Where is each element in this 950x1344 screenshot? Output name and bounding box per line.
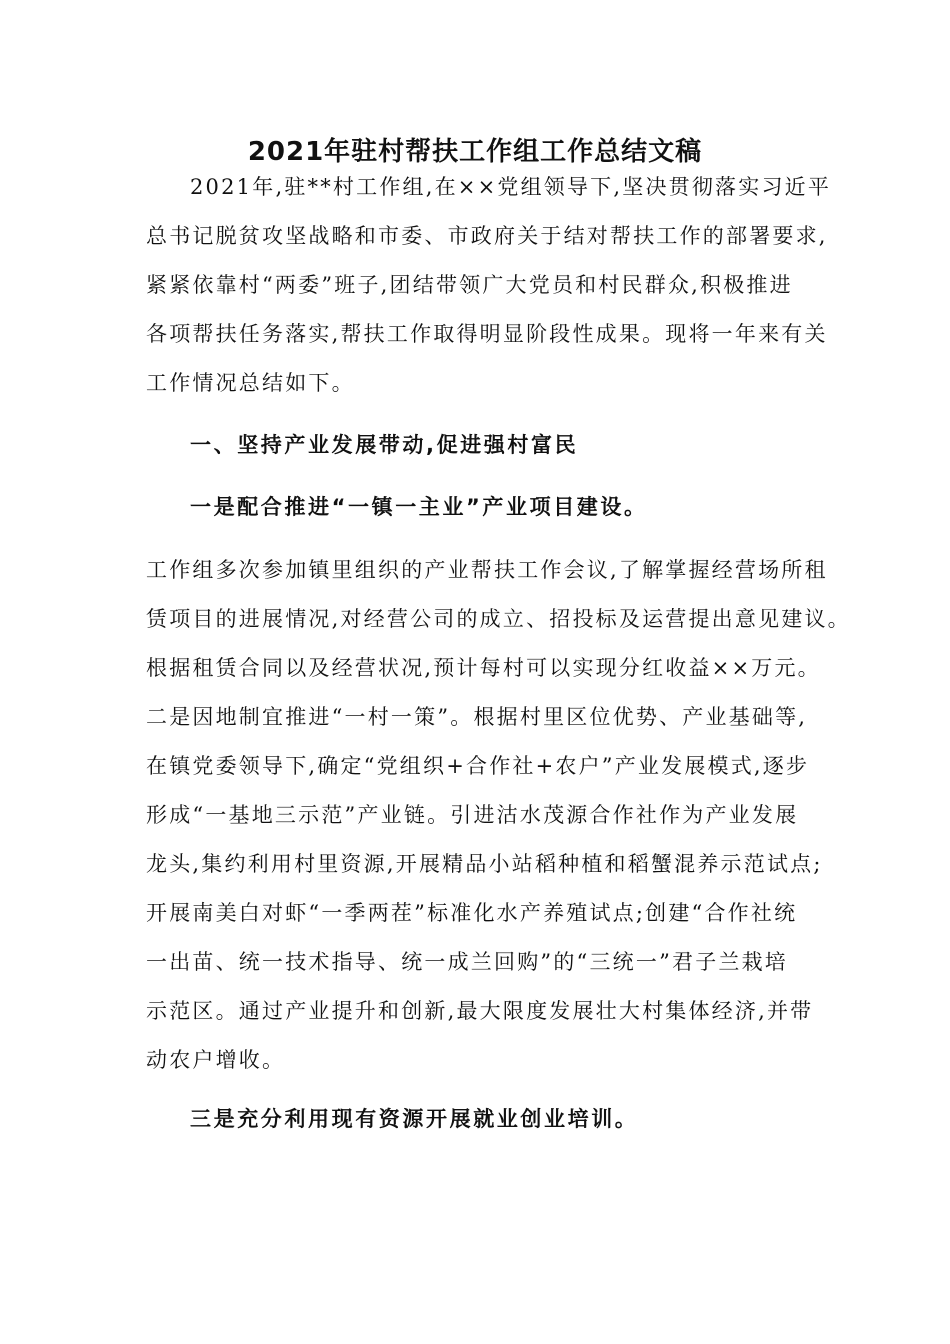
- section-heading: 一、坚持产业发展带动,促进强村富民: [190, 433, 579, 457]
- intro-line: 总书记脱贫攻坚战略和市委、市政府关于结对帮扶工作的部署要求,: [146, 224, 828, 248]
- intro-line: 2021年,驻**村工作组,在××党组领导下,坚决贯彻落实习近平: [190, 175, 832, 199]
- body-line: 二是因地制宜推进“一村一策”。根据村里区位优势、产业基础等,: [146, 705, 808, 729]
- body-line: 赁项目的进展情况,对经营公司的成立、招投标及运营提出意见建议。: [146, 607, 851, 631]
- body-line: 动农户增收。: [146, 1048, 286, 1072]
- body-line: 一出苗、统一技术指导、统一成兰回购”的“三统一”君子兰栽培: [146, 950, 789, 974]
- body-line: 形成“一基地三示范”产业链。引进沽水茂源合作社作为产业发展: [146, 803, 799, 827]
- body-line: 龙头,集约利用村里资源,开展精品小站稻种植和稻蟹混养示范试点;: [146, 852, 823, 876]
- intro-line: 工作情况总结如下。: [146, 371, 355, 395]
- intro-line: 紧紧依靠村“两委”班子,团结带领广大党员和村民群众,积极推进: [146, 273, 793, 297]
- document-title: 2021年驻村帮扶工作组工作总结文稿: [247, 137, 703, 167]
- body-line: 根据租赁合同以及经营状况,预计每村可以实现分红收益××万元。: [146, 656, 821, 680]
- item-heading: 三是充分利用现有资源开展就业创业培训。: [190, 1107, 639, 1131]
- body-line: 在镇党委领导下,确定“党组织+合作社+农户”产业发展模式,逐步: [146, 754, 810, 778]
- body-line: 示范区。通过产业提升和创新,最大限度发展壮大村集体经济,并带: [146, 999, 814, 1023]
- intro-line: 各项帮扶任务落实,帮扶工作取得明显阶段性成果。现将一年来有关: [146, 322, 828, 346]
- body-line: 开展南美白对虾“一季两茬”标准化水产养殖试点;创建“合作社统: [146, 901, 798, 925]
- item-heading: 一是配合推进“一镇一主业”产业项目建设。: [190, 495, 648, 519]
- body-line: 工作组多次参加镇里组织的产业帮扶工作会议,了解掌握经营场所租: [146, 558, 828, 582]
